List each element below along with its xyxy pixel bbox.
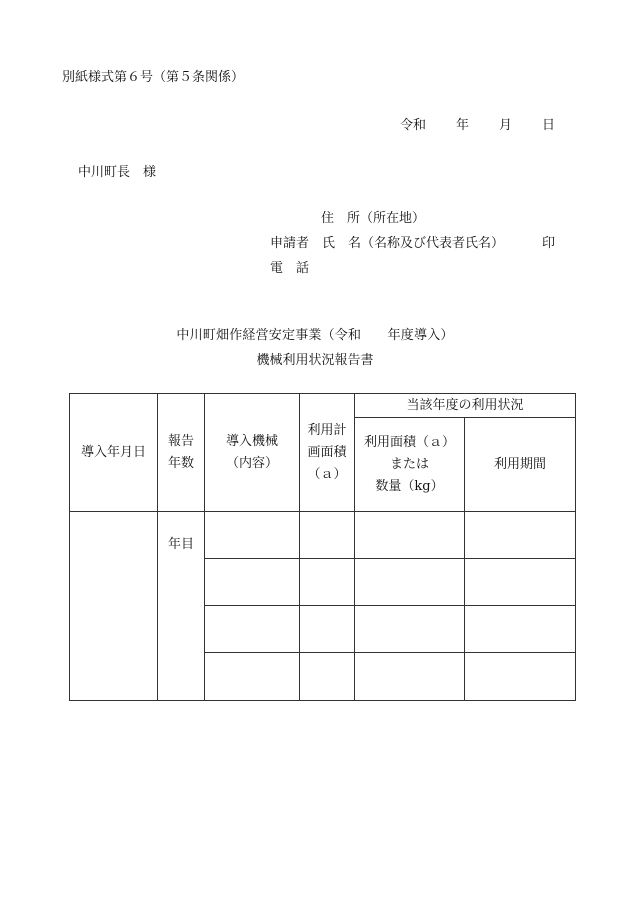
applicant-address-label: 住 所（所在地） bbox=[321, 211, 426, 226]
cell-machine[interactable] bbox=[205, 653, 300, 701]
cell-usage-period[interactable] bbox=[465, 606, 576, 653]
seal-mark: 印 bbox=[541, 236, 555, 251]
header-intro-date: 導入年月日 bbox=[70, 394, 158, 512]
cell-usage-period[interactable] bbox=[465, 512, 576, 559]
cell-planned-area[interactable] bbox=[300, 512, 355, 559]
header-planned-area: 利用計 画面積 （ａ） bbox=[300, 394, 355, 512]
cell-usage-period[interactable] bbox=[465, 653, 576, 701]
date-month: 月 bbox=[499, 118, 513, 133]
addressee: 中川町長 様 bbox=[78, 165, 157, 180]
cell-intro-date[interactable] bbox=[70, 512, 158, 701]
date-line bbox=[400, 114, 555, 133]
year-suffix-label: 年目 bbox=[167, 537, 194, 552]
applicant-label: 申請者 bbox=[270, 236, 310, 251]
cell-planned-area[interactable] bbox=[300, 606, 355, 653]
cell-machine[interactable] bbox=[205, 512, 300, 559]
cell-machine[interactable] bbox=[205, 559, 300, 606]
cell-usage-area[interactable] bbox=[355, 512, 465, 559]
usage-report-table bbox=[69, 393, 576, 701]
header-usage-period: 利用期間 bbox=[465, 418, 576, 512]
applicant-name-row bbox=[270, 232, 555, 251]
cell-usage-period[interactable] bbox=[465, 559, 576, 606]
header-usage-group: 当該年度の利用状況 bbox=[355, 394, 576, 418]
cell-usage-area[interactable] bbox=[355, 559, 465, 606]
header-machine: 導入機械 （内容） bbox=[205, 394, 300, 512]
cell-report-years[interactable] bbox=[158, 512, 205, 701]
header-report-years: 報告 年数 bbox=[158, 394, 205, 512]
cell-usage-area[interactable] bbox=[355, 653, 465, 701]
header-usage-area: 利用面積（ａ） または 数量（kg） bbox=[355, 418, 465, 512]
date-day: 日 bbox=[542, 118, 556, 133]
cell-usage-area[interactable] bbox=[355, 606, 465, 653]
cell-machine[interactable] bbox=[205, 606, 300, 653]
applicant-name-label: 氏 名（名称及び代表者氏名） bbox=[322, 236, 505, 251]
applicant-phone-label: 電 話 bbox=[270, 261, 310, 276]
date-era: 令和 bbox=[400, 118, 427, 133]
report-subtitle: 機械利用状況報告書 bbox=[256, 353, 374, 368]
report-title: 中川町畑作経営安定事業（令和 年度導入） bbox=[176, 328, 454, 343]
cell-planned-area[interactable] bbox=[300, 653, 355, 701]
date-year: 年 bbox=[456, 118, 470, 133]
cell-planned-area[interactable] bbox=[300, 559, 355, 606]
form-number: 別紙様式第６号（第５条関係） bbox=[62, 70, 245, 85]
